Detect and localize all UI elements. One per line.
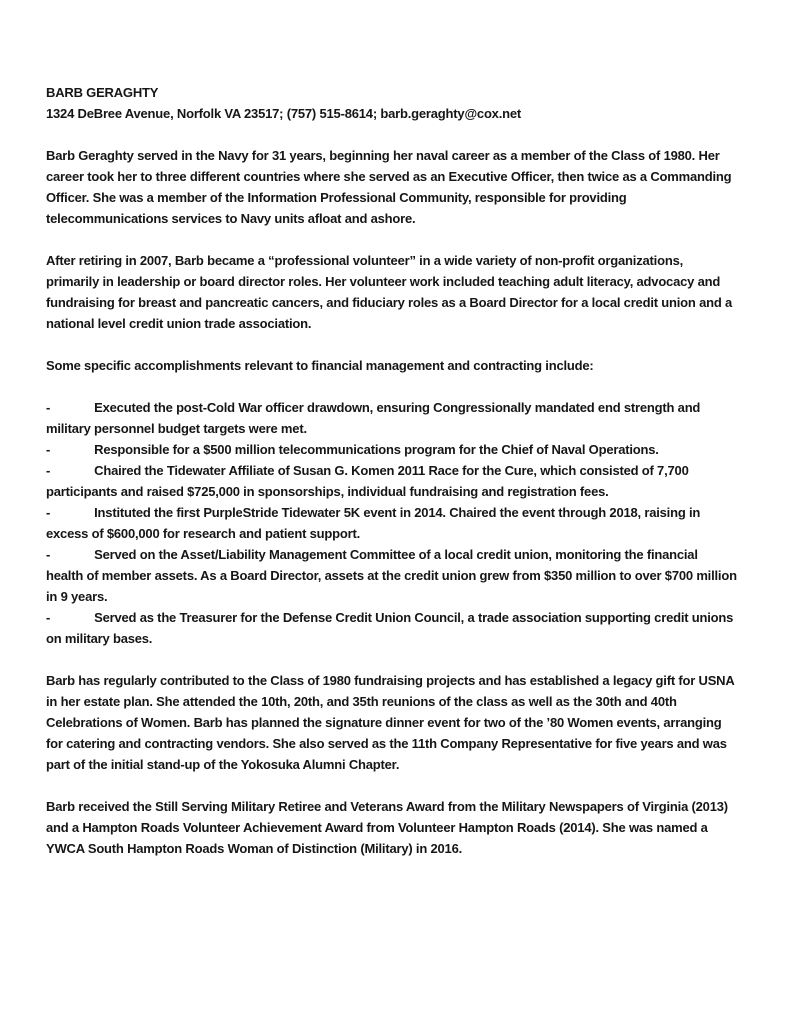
bullet-dash: - (46, 505, 51, 520)
awards-paragraph: Barb received the Still Serving Military Retiree and Veterans Award from the Military Newspapers of Virginia (2013) and a Hampton Roads Volunteer Achievement Award from Volunteer Hampton Roads (2014). She was named a YWCA South Hampton Roads Woman of Distinction (Military) in 2016. (46, 799, 728, 856)
accomplishments-list (46, 397, 737, 649)
accomplishments-intro: Some specific accomplishments relevant to financial management and contracting include: (46, 358, 594, 373)
bullet-text: Served on the Asset/Liability Management Committee of a local credit union, monitoring the financial health of member assets. As a Board Director, assets at the credit union grew from $350 million to over $700 million in 9 years. (46, 547, 737, 604)
bio-paragraph-volunteer: After retiring in 2007, Barb became a “professional volunteer” in a wide variety of non-profit organizations, primarily in leadership or board director roles. Her volunteer work included teaching adult literacy, advocacy and fundraising for breast and pancreatic cancers, and fiduciary roles as a Board Director for a local credit union and a national level credit union trade association. (46, 253, 733, 331)
document-content (46, 82, 737, 880)
bullet-text: Executed the post-Cold War officer drawdown, ensuring Congressionally mandated end strength and military personnel budget targets were met. (46, 400, 701, 436)
bullet-text: Responsible for a $500 million telecommunications program for the Chief of Naval Operations. (94, 442, 659, 457)
contact-line: 1324 DeBree Avenue, Norfolk VA 23517; (757) 515-8614; barb.geraghty@cox.net (46, 106, 522, 121)
accomplishment-item (46, 544, 737, 607)
bullet-dash: - (46, 463, 51, 478)
class-contributions-paragraph: Barb has regularly contributed to the Class of 1980 fundraising projects and has established a legacy gift for USNA in her estate plan. She attended the 10th, 20th, and 35th reunions of the class as well as the 30th and 40th Celebrations of Women. Barb has planned the signature dinner event for two of the ’80 Women events, arranging for catering and contracting vendors. She also served as the 11th Company Representative for five years and was part of the initial stand-up of the Yokosuka Alumni Chapter. (46, 673, 735, 772)
bullet-dash: - (46, 442, 51, 457)
bullet-dash: - (46, 547, 51, 562)
bullet-text: Instituted the first PurpleStride Tidewater 5K event in 2014. Chaired the event through 2018, raising in excess of $600,000 for research and patient support. (46, 505, 701, 541)
accomplishment-item (46, 439, 737, 460)
bullet-dash: - (46, 400, 51, 415)
accomplishment-item (46, 460, 737, 502)
bio-paragraph-navy-career: Barb Geraghty served in the Navy for 31 years, beginning her naval career as a member of the Class of 1980. Her career took her to three different countries where she served as an Executive Officer, then twice as a Commanding Officer. She was a member of the Information Professional Community, responsible for providing telecommunications services to Navy units afloat and ashore. (46, 148, 732, 226)
bullet-dash: - (46, 610, 51, 625)
accomplishment-item (46, 397, 737, 439)
accomplishment-item (46, 502, 737, 544)
person-name: BARB GERAGHTY (46, 85, 159, 100)
bullet-text: Served as the Treasurer for the Defense Credit Union Council, a trade association supporting credit unions on military bases. (46, 610, 734, 646)
accomplishment-item (46, 607, 737, 649)
bullet-text: Chaired the Tidewater Affiliate of Susan G. Komen 2011 Race for the Cure, which consisted of 7,700 participants and raised $725,000 in sponsorships, individual fundraising and registration fees. (46, 463, 689, 499)
